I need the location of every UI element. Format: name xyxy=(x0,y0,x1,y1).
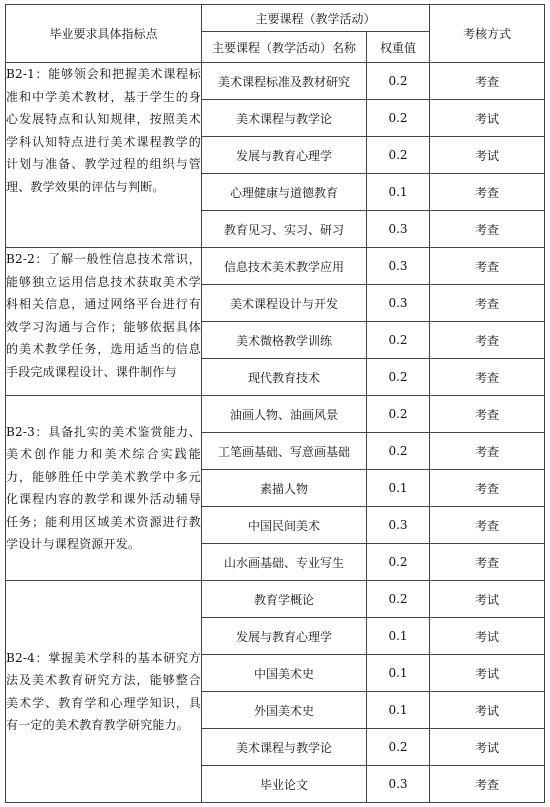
weight-value: 0.2 xyxy=(367,359,430,396)
weight-value: 0.2 xyxy=(367,63,430,100)
header-indicator: 毕业要求具体指标点 xyxy=(6,5,202,63)
weight-value: 0.3 xyxy=(367,248,430,285)
curriculum-matrix-table xyxy=(5,4,545,803)
assessment-method: 考查 xyxy=(430,174,545,211)
course-name: 中国美术史 xyxy=(202,655,367,692)
weight-value: 0.2 xyxy=(367,137,430,174)
course-name: 美术微格教学训练 xyxy=(202,322,367,359)
course-name: 美术课程与教学论 xyxy=(202,729,367,766)
weight-value: 0.3 xyxy=(367,211,430,248)
table-row xyxy=(6,248,545,285)
weight-value: 0.2 xyxy=(367,544,430,581)
weight-value: 0.1 xyxy=(367,470,430,507)
course-name: 美术课程与教学论 xyxy=(202,100,367,137)
assessment-method: 考查 xyxy=(430,396,545,433)
table-row xyxy=(6,581,545,618)
header-course-name: 主要课程（教学活动）名称 xyxy=(202,32,367,63)
indicator-b2-1: B2-1：能够领会和把握美术课程标准和中学美术教材，基于学生的身心发展特点和认知规律，按照美术学科认知特点进行美术课程教学的计划与准备、教学过程的组织与管理、教学效果的评估与判断。 xyxy=(6,63,202,248)
weight-value: 0.3 xyxy=(367,507,430,544)
weight-value: 0.2 xyxy=(367,396,430,433)
course-name: 美术课程标准及教材研究 xyxy=(202,63,367,100)
weight-value: 0.2 xyxy=(367,100,430,137)
assessment-method: 考试 xyxy=(430,618,545,655)
header-assessment: 考核方式 xyxy=(430,5,545,63)
course-name: 毕业论文 xyxy=(202,766,367,803)
course-name: 素描人物 xyxy=(202,470,367,507)
course-name: 信息技术美术教学应用 xyxy=(202,248,367,285)
weight-value: 0.1 xyxy=(367,655,430,692)
assessment-method: 考查 xyxy=(430,285,545,322)
header-weight: 权重值 xyxy=(367,32,430,63)
assessment-method: 考查 xyxy=(430,544,545,581)
assessment-method: 考试 xyxy=(430,692,545,729)
indicator-b2-2: B2-2：了解一般性信息技术常识，能够独立运用信息技术获取美术学科相关信息，通过网络平台进行有效学习沟通与合作；能够依据具体的美术教学任务，选用适当的信息手段完成课程设计、课件制作与 xyxy=(6,248,202,396)
indicator-b2-3: B2-3：具备扎实的美术鉴赏能力、美术创作能力和美术综合实践能力，能够胜任中学美术教学中多元化课程内容的教学和课外活动辅导任务；能利用区域美术资源进行教学设计与课程资源开发。 xyxy=(6,396,202,581)
course-name: 教育见习、实习、研习 xyxy=(202,211,367,248)
course-name: 美术课程设计与开发 xyxy=(202,285,367,322)
assessment-method: 考试 xyxy=(430,581,545,618)
course-name: 发展与教育心理学 xyxy=(202,137,367,174)
weight-value: 0.3 xyxy=(367,285,430,322)
indicator-b2-4: B2-4：掌握美术学科的基本研究方法及美术教育研究方法，能够整合美术学、教育学和心理学知识，具有一定的美术教育教学研究能力。 xyxy=(6,581,202,803)
weight-value: 0.2 xyxy=(367,322,430,359)
assessment-method: 考查 xyxy=(430,766,545,803)
assessment-method: 考试 xyxy=(430,100,545,137)
assessment-method: 考试 xyxy=(430,655,545,692)
weight-value: 0.3 xyxy=(367,766,430,803)
assessment-method: 考查 xyxy=(430,322,545,359)
table-row xyxy=(6,63,545,100)
course-name: 教育学概论 xyxy=(202,581,367,618)
weight-value: 0.2 xyxy=(367,433,430,470)
assessment-method: 考试 xyxy=(430,137,545,174)
assessment-method: 考查 xyxy=(430,248,545,285)
weight-value: 0.2 xyxy=(367,729,430,766)
course-name: 发展与教育心理学 xyxy=(202,618,367,655)
header-course-group: 主要课程（教学活动） xyxy=(202,5,430,32)
assessment-method: 考试 xyxy=(430,729,545,766)
course-name: 中国民间美术 xyxy=(202,507,367,544)
course-name: 外国美术史 xyxy=(202,692,367,729)
course-name: 山水画基础、专业写生 xyxy=(202,544,367,581)
course-name: 心理健康与道德教育 xyxy=(202,174,367,211)
assessment-method: 考查 xyxy=(430,507,545,544)
weight-value: 0.1 xyxy=(367,618,430,655)
course-name: 油画人物、油画风景 xyxy=(202,396,367,433)
assessment-method: 考查 xyxy=(430,211,545,248)
course-name: 工笔画基础、写意画基础 xyxy=(202,433,367,470)
course-name: 现代教育技术 xyxy=(202,359,367,396)
assessment-method: 考查 xyxy=(430,63,545,100)
assessment-method: 考查 xyxy=(430,433,545,470)
assessment-method: 考查 xyxy=(430,359,545,396)
table-row xyxy=(6,396,545,433)
weight-value: 0.1 xyxy=(367,692,430,729)
assessment-method: 考查 xyxy=(430,470,545,507)
weight-value: 0.2 xyxy=(367,581,430,618)
weight-value: 0.1 xyxy=(367,174,430,211)
